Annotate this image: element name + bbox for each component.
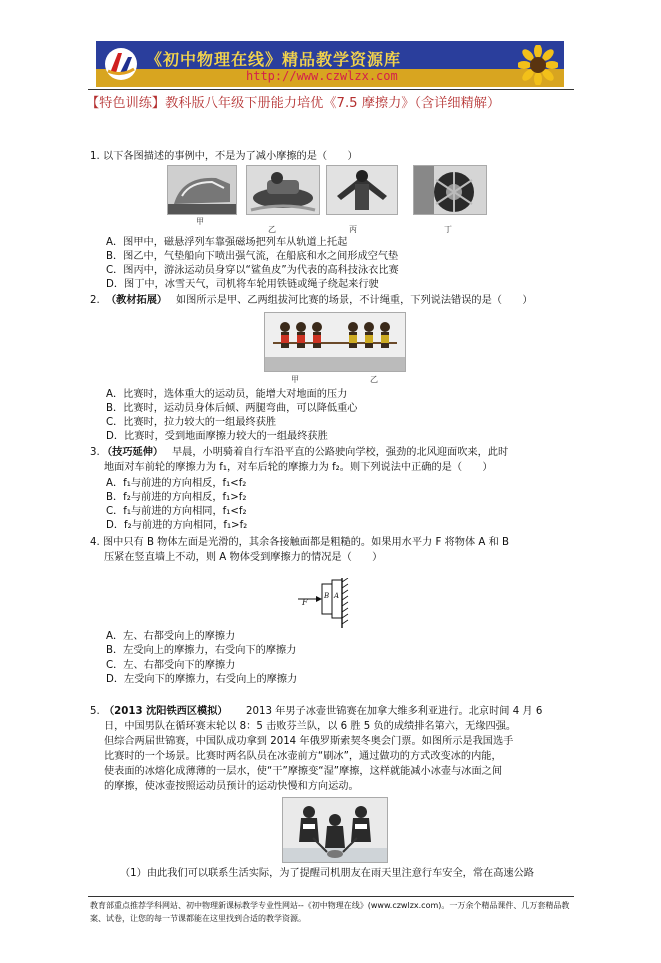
q5-subquestion-1: （1）由此我们可以联系生活实际，为了提醒司机朋友在雨天里注意行车安全，常在高速公路	[120, 868, 534, 879]
q4-label-b: B	[324, 592, 330, 600]
q4-option-a[interactable]: A．左、右都受向上的摩擦力	[106, 631, 236, 642]
document-title: 【特色训练】教科版八年级下册能力培优《7.5 摩擦力》（含详细精解）	[86, 96, 501, 111]
q3-number: 3.	[90, 447, 100, 458]
q1-caption-bing: 丙	[349, 225, 357, 234]
q1-option-b[interactable]: B．图乙中，气垫船向下喷出强气流，在船底和水之间形成空气垫	[106, 251, 399, 262]
q2-image-tug-of-war	[264, 312, 406, 372]
q4-label-f: F	[302, 598, 308, 607]
q5-line-5: 使表面的冰熔化成薄薄的一层水，使“干”摩擦变“湿”摩擦，这样就能减小冰壶与冰面之间	[104, 766, 503, 777]
q5-tag: （2013 沈阳铁西区模拟）	[104, 706, 228, 717]
q3-option-a[interactable]: A．f₁与前进的方向相反，f₁<f₂	[106, 478, 247, 489]
q4-label-a: A	[334, 592, 340, 600]
hovercraft-icon	[247, 166, 319, 214]
header-divider	[88, 89, 574, 90]
tug-of-war-icon	[265, 313, 405, 371]
q5-line-3: 但综合两届世锦赛，中国队成功拿到 2014 年俄罗斯索契冬奥会门票。如图所示是我国选手	[104, 736, 514, 747]
q1-stem: 1. 以下各图描述的事例中，不是为了减小摩擦的是（ ）	[90, 151, 358, 162]
swimmer-icon	[327, 166, 397, 214]
site-logo-icon	[104, 47, 138, 81]
q2-caption-jia: 甲	[291, 375, 299, 384]
q3-stem-line1: 早晨，小明骑着自行车沿平直的公路驶向学校，强劲的北风迎面吹来，此时	[172, 447, 509, 458]
wall-hatching	[342, 578, 348, 624]
q2-tag: （教材拓展）	[106, 295, 168, 306]
q4-option-d[interactable]: D．左受向下的摩擦力，右受向上的摩擦力	[106, 674, 298, 685]
q5-image-curling	[282, 797, 388, 863]
q1-option-c[interactable]: C．图丙中，游泳运动员身穿以“鲨鱼皮”为代表的高科技泳衣比赛	[106, 265, 399, 276]
q4-stem-line2: 压紧在竖直墙上不动，则 A 物体受到摩擦力的情况是（ ）	[104, 552, 383, 563]
q5-line-1: 2013 年男子冰壶世锦赛在加拿大维多利亚进行。北京时间 4 月 6	[246, 706, 543, 717]
page-footer: 教育部重点推荐学科网站、初中物理新课标教学专业性网站--《初中物理在线》(www.czwlzx.com)。一万余个精品课件、几万套精品教案、试卷，让您的每一节课都能在这里找到合适的教学资源。	[90, 901, 570, 923]
q2-caption-yi: 乙	[370, 375, 378, 384]
q5-line-6: 的摩擦，使冰壶按照运动员预计的运动快慢和方向运动。	[104, 781, 359, 792]
q3-stem-line2: 地面对车前轮的摩擦力为 f₁，对车后轮的摩擦力为 f₂。则下列说法中正确的是（ ）	[104, 462, 493, 473]
banner-title: 《初中物理在线》精品教学资源库	[146, 50, 402, 69]
q2-option-c[interactable]: C．比赛时，拉力较大的一组最终获胜	[106, 417, 277, 428]
q3-tag: （技巧延伸）	[102, 447, 164, 458]
q2-option-d[interactable]: D．比赛时，受到地面摩擦力较大的一组最终获胜	[106, 431, 328, 442]
q1-caption-jia: 甲	[196, 217, 204, 226]
sunflower-icon	[518, 45, 558, 85]
q5-line-2: 日，中国男队在循环赛末轮以 8：5 击败芬兰队，以 6 胜 5 负的成绩排名第六，无缘四强。	[104, 721, 517, 732]
q5-line-4: 比赛时的一个场景。比赛时两名队员在冰壶前方“刷冰”，通过做功的方式改变冰的内能，	[104, 751, 502, 762]
q2-option-a[interactable]: A．比赛时，选体重大的运动员，能增大对地面的压力	[106, 389, 348, 400]
tire-chain-icon	[414, 166, 486, 214]
curling-players-icon	[283, 798, 387, 862]
q4-stem-line1: 4. 图中只有 B 物体左面是光滑的，其余各接触面都是粗糙的。如果用水平力 F 将物体 A 和 B	[90, 537, 509, 548]
header-banner	[96, 41, 564, 87]
q1-option-d[interactable]: D．图丁中，冰雪天气，司机将车轮用铁链或绳子绕起来行驶	[106, 279, 379, 290]
q1-option-a[interactable]: A．图甲中，磁悬浮列车靠强磁场把列车从轨道上托起	[106, 237, 348, 248]
q1-image-swimmer	[326, 165, 398, 215]
q1-image-hovercraft	[246, 165, 320, 215]
q3-option-c[interactable]: C．f₁与前进的方向相同，f₁<f₂	[106, 506, 247, 517]
q4-option-b[interactable]: B．左受向上的摩擦力，右受向下的摩擦力	[106, 645, 297, 656]
q2-option-b[interactable]: B．比赛时，运动员身体后倾、两腿弯曲，可以降低重心	[106, 403, 358, 414]
footer-divider	[88, 896, 574, 897]
q5-number: 5.	[90, 706, 100, 717]
q2-stem: 如图所示是甲、乙两组拔河比赛的场景，不计绳重，下列说法错误的是（ ）	[176, 295, 533, 306]
q3-option-b[interactable]: B．f₂与前进的方向相反，f₁>f₂	[106, 492, 247, 503]
q2-number: 2.	[90, 295, 100, 306]
banner-url[interactable]: http://www.czwlzx.com	[246, 69, 398, 83]
q1-image-maglev	[167, 165, 237, 215]
force-arrow-head-icon	[316, 596, 322, 602]
q3-option-d[interactable]: D．f₂与前进的方向相同，f₁>f₂	[106, 520, 248, 531]
q1-image-tire-chain	[413, 165, 487, 215]
q4-option-c[interactable]: C．左、右都受向下的摩擦力	[106, 660, 236, 671]
q1-caption-ding: 丁	[444, 225, 452, 234]
maglev-train-icon	[168, 166, 236, 214]
q1-caption-yi: 乙	[268, 225, 276, 234]
